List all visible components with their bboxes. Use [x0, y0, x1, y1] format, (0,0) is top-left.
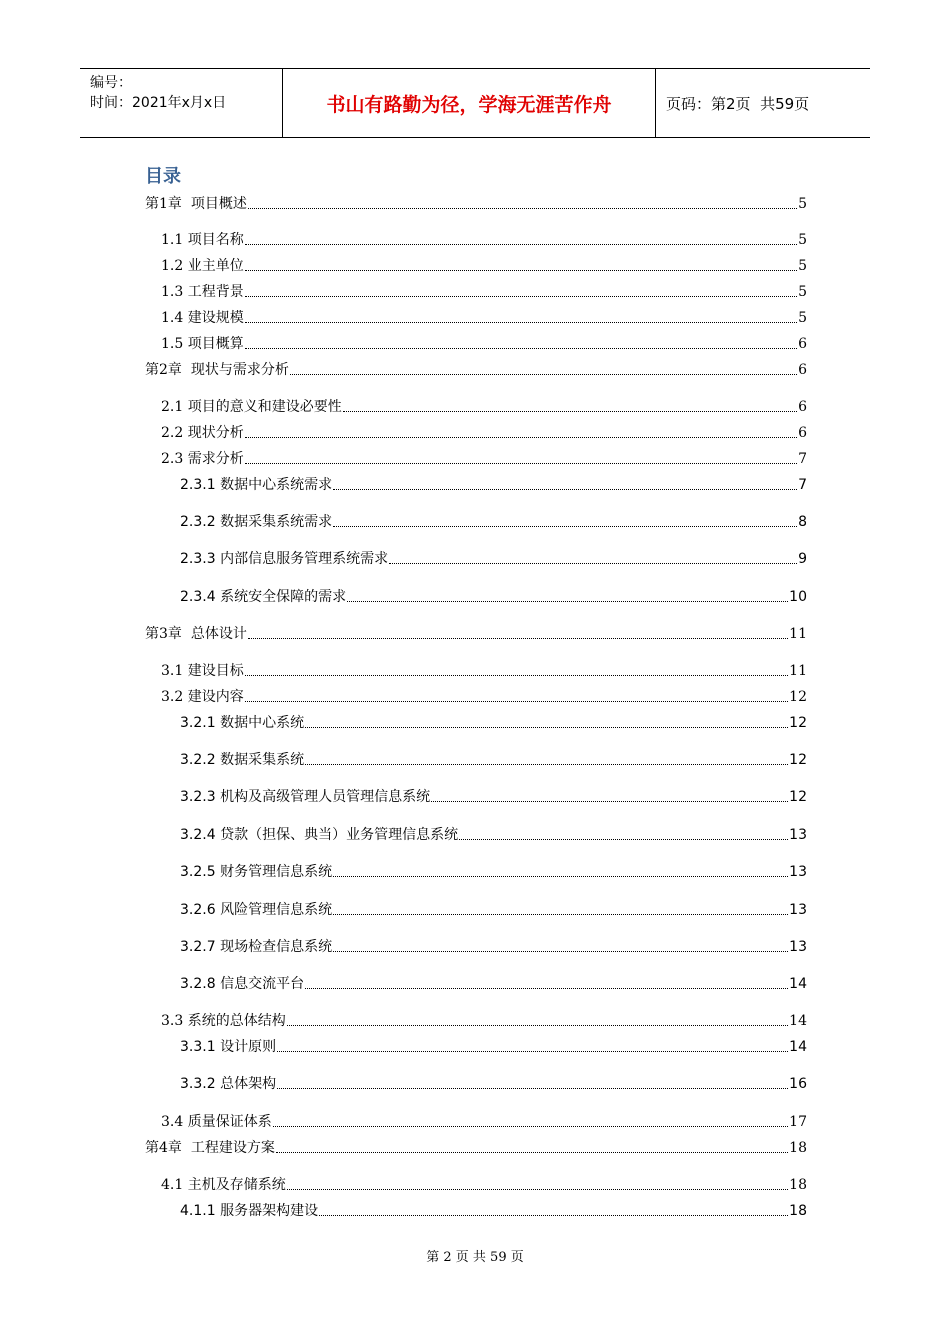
toc-entry-number: 3.2.4: [180, 827, 216, 843]
toc-leader-dots: [333, 526, 797, 527]
toc-entry-text: 贷款（担保、典当）业务管理信息系统: [215, 827, 459, 843]
toc-leader-dots: [305, 727, 788, 728]
toc-entry-label: [161, 423, 244, 443]
toc-entry-number: 2.2: [161, 425, 184, 441]
toc-entry-page: 10: [789, 589, 807, 605]
toc-entry[interactable]: [180, 713, 807, 733]
toc-entry[interactable]: [180, 1074, 807, 1094]
toc-leader-dots: [245, 675, 788, 676]
toc-entry-label: [180, 587, 346, 607]
toc-entry-label: [161, 308, 244, 328]
toc-entry-page: 13: [789, 902, 807, 918]
toc-entry-page: 5: [798, 196, 807, 212]
toc-entry-text: 数据中心系统: [215, 715, 305, 731]
toc-entry-page: 16: [789, 1076, 807, 1092]
toc-entry-text: 系统的总体结构: [183, 1013, 286, 1029]
toc-entry-page: 5: [798, 258, 807, 274]
toc-entry[interactable]: [145, 360, 807, 380]
toc-entry[interactable]: [161, 1112, 807, 1132]
toc-entry-number: 1.2: [161, 258, 184, 274]
toc-entry-label: [180, 713, 304, 733]
header-motto: 书山有路勤为径，学海无涯苦作舟: [282, 69, 656, 137]
toc-leader-dots: [389, 563, 797, 564]
toc-entry[interactable]: [180, 512, 807, 532]
toc-entry[interactable]: [161, 661, 807, 681]
toc-leader-dots: [276, 1152, 788, 1153]
toc-entry-page: 6: [798, 425, 807, 441]
toc-entry-text: 项目概算: [183, 336, 244, 352]
toc-entry-page: 7: [798, 451, 807, 467]
toc-entry[interactable]: [180, 862, 807, 882]
toc-entry-label: [180, 862, 332, 882]
toc-leader-dots: [245, 244, 797, 245]
toc-entry[interactable]: [161, 230, 807, 250]
toc-entry-label: [145, 360, 289, 380]
toc-entry[interactable]: [180, 937, 807, 957]
toc-entry-page: 12: [789, 715, 807, 731]
toc-entry-page: 12: [789, 689, 807, 705]
toc-entry-text: 风险管理信息系统: [215, 902, 333, 918]
toc-entry-page: 13: [789, 864, 807, 880]
toc-entry-text: 数据采集系统: [215, 752, 305, 768]
toc-leader-dots: [245, 270, 797, 271]
toc-entry[interactable]: [161, 397, 807, 417]
toc-entry-text: 现状与需求分析: [181, 362, 289, 378]
document-number-label: 编号：: [90, 75, 132, 91]
toc-leader-dots: [343, 411, 797, 412]
toc-entry[interactable]: [145, 194, 807, 214]
toc-entry-text: 信息交流平台: [215, 976, 305, 992]
toc-entry-page: 14: [789, 1039, 807, 1055]
toc-entry-number: 3.1: [161, 663, 184, 679]
toc-entry-label: [180, 475, 332, 495]
toc-entry-label: [180, 549, 388, 569]
toc-entry-label: [161, 1011, 286, 1031]
toc-entry-page: 13: [789, 827, 807, 843]
header-meta: [80, 69, 282, 137]
toc-entry-page: 7: [798, 477, 807, 493]
toc-entry-number: 4.1.1: [180, 1203, 216, 1219]
toc-entry-number: 3.2.6: [180, 902, 216, 918]
toc-entry-label: [180, 1037, 276, 1057]
toc-entry-number: 4.1: [161, 1177, 184, 1193]
toc-leader-dots: [245, 437, 797, 438]
toc-leader-dots: [333, 876, 788, 877]
toc-entry-text: 工程背景: [183, 284, 244, 300]
toc-leader-dots: [305, 764, 788, 765]
toc-entry-number: 3.4: [161, 1114, 184, 1130]
toc-entry-text: 数据采集系统需求: [215, 514, 333, 530]
toc-entry-number: 1.4: [161, 310, 184, 326]
toc-entry[interactable]: [161, 449, 807, 469]
toc-entry-label: [180, 974, 304, 994]
toc-leader-dots: [273, 1126, 788, 1127]
toc-entry-text: 主机及存储系统: [183, 1177, 286, 1193]
header-page-info-text: 页码：第2页 共59页: [666, 94, 810, 113]
toc-entry-label: [180, 1201, 318, 1221]
toc-entry-number: 第4章: [145, 1140, 182, 1156]
toc-entry-page: 9: [798, 551, 807, 567]
toc-entry-text: 建设规模: [183, 310, 244, 326]
toc-entry-number: 2.3.1: [180, 477, 216, 493]
toc-entry-text: 项目名称: [183, 232, 244, 248]
toc-entry-text: 内部信息服务管理系统需求: [215, 551, 389, 567]
toc-entry-label: [161, 1175, 286, 1195]
toc-entry-text: 财务管理信息系统: [215, 864, 333, 880]
toc-entry-text: 机构及高级管理人员管理信息系统: [215, 789, 431, 805]
toc-entry-page: 5: [798, 310, 807, 326]
toc-title: 目录: [145, 166, 181, 187]
toc-entry[interactable]: [161, 687, 807, 707]
toc-entry-text: 总体设计: [181, 626, 247, 642]
toc-entry-text: 现场检查信息系统: [215, 939, 333, 955]
toc-leader-dots: [305, 988, 788, 989]
toc-entry-number: 3.2.8: [180, 976, 216, 992]
toc-entry-number: 第1章: [145, 196, 182, 212]
toc-entry-number: 2.1: [161, 399, 184, 415]
toc-entry[interactable]: [145, 624, 807, 644]
toc-entry-label: [161, 256, 244, 276]
toc-leader-dots: [333, 489, 797, 490]
toc-entry-label: [180, 900, 332, 920]
toc-entry-text: 现状分析: [183, 425, 244, 441]
page-header: [80, 68, 870, 138]
toc-entry-label: [145, 624, 247, 644]
toc-entry-page: 12: [789, 752, 807, 768]
toc-entry-label: [180, 1074, 276, 1094]
toc-entry-label: [180, 937, 332, 957]
toc-entry-page: 14: [789, 1013, 807, 1029]
toc-entry-page: 14: [789, 976, 807, 992]
toc-entry-label: [180, 787, 430, 807]
toc-entry-number: 第2章: [145, 362, 182, 378]
toc-leader-dots: [333, 951, 788, 952]
toc-entry-page: 18: [789, 1140, 807, 1156]
toc-leader-dots: [290, 374, 797, 375]
header-page-info: [656, 69, 870, 137]
toc-entry[interactable]: [161, 1011, 807, 1031]
document-date-label: 时间：2021年x月x日: [90, 95, 227, 111]
toc-leader-dots: [431, 801, 788, 802]
toc-leader-dots: [248, 638, 788, 639]
toc-entry-number: 1.1: [161, 232, 184, 248]
toc-entry-number: 2.3.3: [180, 551, 216, 567]
toc-entry-number: 3.2.7: [180, 939, 216, 955]
toc-entry-label: [161, 449, 244, 469]
toc-entry-page: 18: [789, 1177, 807, 1193]
toc-leader-dots: [245, 463, 797, 464]
toc-entry-label: [180, 750, 304, 770]
toc-leader-dots: [277, 1088, 788, 1089]
toc-entry-page: 11: [789, 663, 807, 679]
toc-entry[interactable]: [161, 1175, 807, 1195]
toc-entry-text: 服务器架构建设: [215, 1203, 319, 1219]
toc-entry[interactable]: [180, 1201, 807, 1221]
toc-entry-text: 建设内容: [183, 689, 244, 705]
toc-entry[interactable]: [161, 334, 807, 354]
toc-entry-number: 3.2: [161, 689, 184, 705]
toc-entry-number: 3.3: [161, 1013, 184, 1029]
toc-entry[interactable]: [180, 475, 807, 495]
toc-entry-page: 11: [789, 626, 807, 642]
toc-entry-label: [161, 661, 244, 681]
toc-entry-text: 项目的意义和建设必要性: [183, 399, 342, 415]
toc-entry-text: 总体架构: [215, 1076, 277, 1092]
toc-entry-label: [180, 825, 458, 845]
toc-entry-page: 18: [789, 1203, 807, 1219]
toc-entry-page: 8: [798, 514, 807, 530]
toc-entry[interactable]: [180, 587, 807, 607]
toc-entry[interactable]: [180, 900, 807, 920]
toc-entry-number: 1.3: [161, 284, 184, 300]
toc-leader-dots: [319, 1215, 788, 1216]
toc-entry-label: [161, 334, 244, 354]
toc-leader-dots: [245, 348, 797, 349]
toc-entry-text: 业主单位: [183, 258, 244, 274]
toc-leader-dots: [287, 1025, 788, 1026]
page-footer: 第 2 页 共 59 页: [426, 1250, 524, 1265]
toc-entry-number: 3.2.5: [180, 864, 216, 880]
toc-entry-label: [161, 1112, 272, 1132]
toc-entry[interactable]: [145, 1138, 807, 1158]
toc-leader-dots: [347, 601, 788, 602]
toc-entry[interactable]: [161, 423, 807, 443]
toc-entry-number: 3.2.3: [180, 789, 216, 805]
toc-entry-number: 3.3.2: [180, 1076, 216, 1092]
toc-entry-page: 13: [789, 939, 807, 955]
toc-entry-page: 5: [798, 284, 807, 300]
toc-leader-dots: [277, 1051, 788, 1052]
toc-entry-page: 6: [798, 362, 807, 378]
toc-entry[interactable]: [180, 974, 807, 994]
toc-entry-label: [161, 282, 244, 302]
toc-entry-label: [161, 230, 244, 250]
toc-entry-label: [161, 397, 342, 417]
toc-entry-text: 项目概述: [181, 196, 247, 212]
toc-entry[interactable]: [161, 282, 807, 302]
toc-entry-text: 需求分析: [183, 451, 244, 467]
toc-entry-text: 数据中心系统需求: [215, 477, 333, 493]
toc-entry-number: 2.3: [161, 451, 184, 467]
toc-entry-page: 6: [798, 399, 807, 415]
toc-entry-text: 系统安全保障的需求: [215, 589, 347, 605]
toc-entry-page: 17: [789, 1114, 807, 1130]
toc-entry-text: 工程建设方案: [181, 1140, 275, 1156]
toc-leader-dots: [245, 296, 797, 297]
toc-entry-label: [180, 512, 332, 532]
toc-entry[interactable]: [161, 256, 807, 276]
toc-entry-page: 12: [789, 789, 807, 805]
toc-entry-number: 2.3.4: [180, 589, 216, 605]
toc-entry-text: 建设目标: [183, 663, 244, 679]
toc-entry-label: [161, 687, 244, 707]
toc-leader-dots: [459, 839, 788, 840]
toc-entry[interactable]: [180, 1037, 807, 1057]
toc-leader-dots: [287, 1189, 788, 1190]
toc-entry-text: 质量保证体系: [183, 1114, 272, 1130]
toc-entry[interactable]: [180, 750, 807, 770]
toc-entry-page: 6: [798, 336, 807, 352]
toc-entry-label: [145, 1138, 275, 1158]
toc-entry-page: 5: [798, 232, 807, 248]
toc-entry-number: 1.5: [161, 336, 184, 352]
toc-leader-dots: [248, 208, 797, 209]
toc-entry-number: 2.3.2: [180, 514, 216, 530]
toc-entry-number: 第3章: [145, 626, 182, 642]
toc-entry[interactable]: [180, 787, 807, 807]
toc-leader-dots: [245, 701, 788, 702]
toc-entry-number: 3.3.1: [180, 1039, 216, 1055]
toc-entry-label: [145, 194, 247, 214]
toc-entry[interactable]: [161, 308, 807, 328]
toc-leader-dots: [245, 322, 797, 323]
toc-entry[interactable]: [180, 549, 807, 569]
toc-entry[interactable]: [180, 825, 807, 845]
toc-entry-number: 3.2.2: [180, 752, 216, 768]
toc-entry-number: 3.2.1: [180, 715, 216, 731]
toc-leader-dots: [333, 914, 788, 915]
toc-entry-text: 设计原则: [215, 1039, 277, 1055]
